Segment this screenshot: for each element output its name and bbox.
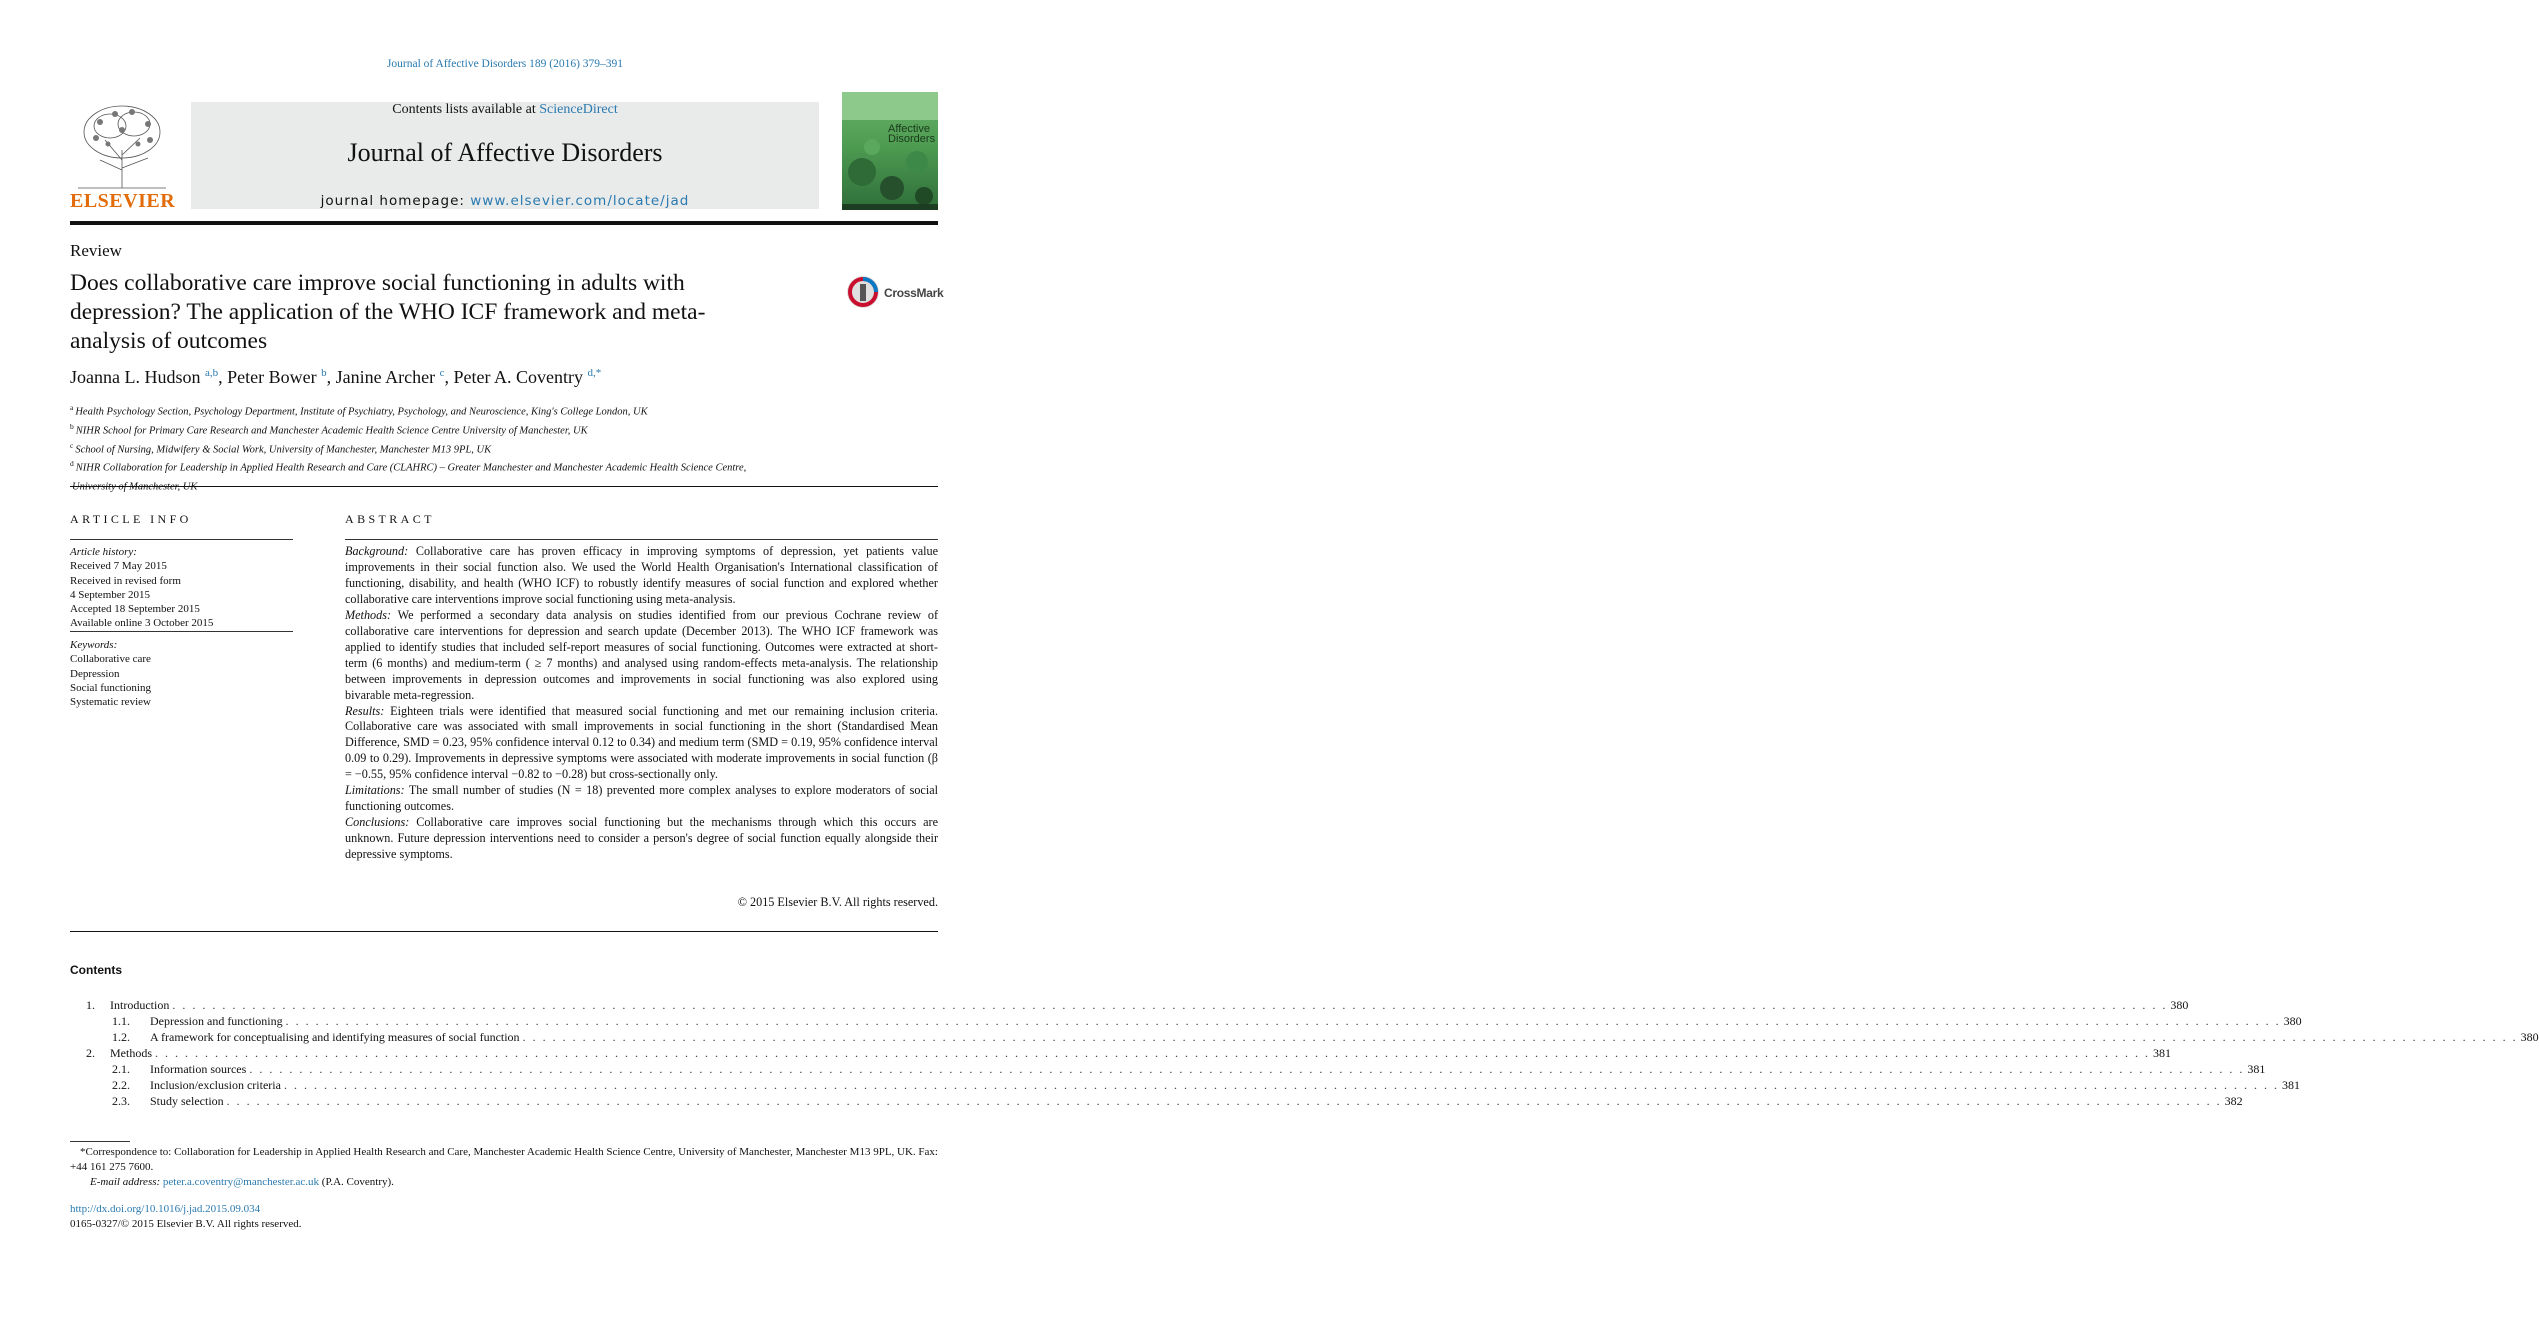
correspondence-body: Correspondence to: Collaboration for Leadership in Applied Health Research and Care, Manchester Academic Health Science Centre, University of Manchester, Manchester M13 9PL, UK. Fax: +44 161 275 7600. (70, 1146, 938, 1173)
correspondence-text (70, 1145, 938, 1175)
affiliations (70, 401, 860, 495)
affiliation-mark: c (70, 440, 74, 450)
affiliation-text: School of Nursing, Midwifery & Social Work, University of Manchester, Manchester M13 9PL, UK (75, 444, 492, 456)
doi-block (70, 1202, 302, 1232)
toc-entry[interactable] (150, 1094, 2243, 1110)
journal-homepage (191, 193, 819, 209)
email-link[interactable]: peter.a.coventry@manchester.ac.uk (162, 1176, 320, 1188)
toc-leader-dots: . . . . . . . . . . . . . . . . . . . . . . . . . . . . . . . . . . . . . . . . . . . . . . . . . . . . . . . . . . . . . . . . . . . . . . . . . . . . . . . . . . . . . . . . . . . . . . . . . . . . . . . . . . . . . . . . . . . . . . . . . . . . . . . . . . . . . . . . . . . . . . . . . . . . . . . . . . . . . . . . . . . . . . . . . . . . . . . . . . . . . . . . . . . . . . . . . . . . . . . . (249, 1062, 2245, 1076)
toc-entry[interactable] (150, 1062, 2266, 1078)
abstract-section-text: Collaborative care has proven efficacy in improving symptoms of depression, yet patients value improvements in their social function also. We used the World Health Organisation's International classification of functioning, disability, and health (WHO ICF) to robustly identify measures of social function and explored whether collaborative care interventions improve social functioning using meta-analysis. (345, 544, 939, 606)
author-affiliation-mark[interactable]: d,* (587, 367, 602, 379)
cover-title: Affective Disorders (888, 123, 936, 145)
toc-number: 1.2. (112, 1030, 130, 1044)
toc-title[interactable]: Study selection (150, 1094, 224, 1108)
toc-page-number: 380 (2283, 1014, 2302, 1028)
history-label: Article history: (70, 546, 137, 558)
history-item: Received 7 May 2015 (70, 560, 167, 573)
toc-number: 2.2. (112, 1078, 130, 1092)
abstract-section-text: Eighteen trials were identified that measured social functioning and met our remaining inclusion criteria. Collaborative care was associated with small improvements in social functioning in the short (Standardised Mean Difference, SMD = 0.23, 95% confidence interval 0.12 to 0.34) and medium term (SMD = 0.19, 95% confidence interval 0.09 to 0.29). Improvements in depressive symptoms were associated with moderate improvements in social function (β = −0.55, 95% confidence interval −0.82 to −0.28) but cross-sectionally only. (345, 703, 939, 782)
keyword-item: Systematic review (70, 696, 151, 709)
toc-leader-dots: . . . . . . . . . . . . . . . . . . . . . . . . . . . . . . . . . . . . . . . . . . . . . . . . . . . . . . . . . . . . . . . . . . . . . . . . . . . . . . . . . . . . . . . . . . . . . . . . . . . . . . . . . . . . . . . . . . . . . . . . . . . . . . . . . . . . . . . . . . . . . . . . . . . . . . . . . . . . . . . . . . . . . . . . . . . . . . . . . . . . . . . . . . . . . . . . . . . . . . . . (285, 1014, 2281, 1028)
email-label: E-mail address: (90, 1176, 161, 1188)
toc-leader-dots: . . . . . . . . . . . . . . . . . . . . . . . . . . . . . . . . . . . . . . . . . . . . . . . . . . . . . . . . . . . . . . . . . . . . . . . . . . . . . . . . . . . . . . . . . . . . . . . . . . . . . . . . . . . . . . . . . . . . . . . . . . . . . . . . . . . . . . . . . . . . . . . . . . . . . . . . . . . . . . . . . . . . . . . . . . . . . . . . . . . . . . . . . . . . . . . . . . . . . . . . (522, 1030, 2518, 1044)
journal-title: Journal of Affective Disorders (347, 138, 663, 167)
author-name[interactable]: Peter A. Coventry (453, 367, 583, 387)
abstract-section-text: Collaborative care improves social functioning but the mechanisms through which this occurs are unknown. Future depression interventions need to consider a person's degree of social function equally alongside their depressive symptoms. (345, 815, 938, 862)
affiliation-mark: b (70, 421, 74, 431)
crossmark-label: CrossMark (884, 286, 944, 300)
toc-number: 2. (86, 1046, 95, 1060)
toc-number: 2.3. (112, 1094, 130, 1108)
abstract-rule (345, 539, 938, 540)
article-history (70, 545, 293, 631)
abstract-section-label: Results: (345, 703, 385, 718)
contents-heading: Contents (70, 963, 122, 977)
cover-art-icon (842, 92, 938, 210)
author-separator: , (444, 367, 454, 387)
toc-leader-dots: . . . . . . . . . . . . . . . . . . . . . . . . . . . . . . . . . . . . . . . . . . . . . . . . . . . . . . . . . . . . . . . . . . . . . . . . . . . . . . . . . . . . . . . . . . . . . . . . . . . . . . . . . . . . . . . . . . . . . . . . . . . . . . . . . . . . . . . . . . . . . . . . . . . . . . . . . . . . . . . . . . . . . . . . . . . . . . . . . . . . . . . . . . . . . . . . . . . . . . . . (155, 1046, 2150, 1060)
abstract-section (345, 544, 938, 608)
abstract-body (345, 544, 938, 863)
keyword-item: Social functioning (70, 681, 151, 694)
issn-line: 0165-0327/© 2015 Elsevier B.V. All rights reserved. (70, 1218, 302, 1230)
affiliation-mark: a (70, 403, 74, 412)
toc-entry[interactable] (110, 1046, 2171, 1062)
author-name[interactable]: Janine Archer (335, 367, 436, 387)
toc-page-number: 381 (2153, 1046, 2171, 1060)
keywords-label: Keywords: (70, 639, 118, 651)
abstract-heading: ABSTRACT (345, 512, 435, 526)
author-name[interactable]: Peter Bower (227, 367, 317, 387)
toc-title[interactable]: Depression and functioning (150, 1014, 283, 1028)
contents-available-line (191, 102, 819, 118)
journal-cover-image (842, 92, 938, 210)
abstract-section-label: Limitations: (345, 783, 405, 798)
toc-title[interactable]: A framework for conceptualising and identifying measures of social function (150, 1030, 520, 1044)
header-rule (70, 221, 938, 225)
elsevier-wordmark: ELSEVIER (70, 190, 176, 212)
elsevier-tree-icon (70, 100, 175, 190)
abstract-section-text: We performed a secondary data analysis on studies identified from our previous Cochrane review of collaborative care interventions for depression and search update (December 2013). The WHO ICF framework was applied to identify studies that included self-report measures of social functioning. Outcomes were extracted at short-term (6 months) and medium-term ( ≥ 7 months) and analysed using random-effects meta-analysis. The relationship between improvements in depression outcomes and improvements in social functioning was also explored using bivarable meta-regression. (345, 607, 938, 702)
toc-entry[interactable] (110, 998, 2189, 1014)
toc-entry[interactable] (150, 1030, 2539, 1046)
abstract-section (345, 608, 938, 704)
article-info-rule-top (70, 539, 293, 540)
author-affiliation-mark[interactable]: b (321, 367, 327, 379)
author-separator: , (326, 367, 336, 387)
paper-title: Does collaborative care improve social functioning in adults with depression? The application of the WHO ICF framework and meta-analysis of outcomes (70, 270, 706, 354)
toc-title[interactable]: Information sources (150, 1062, 247, 1076)
title-rule (70, 486, 938, 487)
toc-title[interactable]: Inclusion/exclusion criteria (150, 1078, 281, 1092)
sciencedirect-link[interactable]: ScienceDirect (539, 102, 618, 117)
affiliation-row (70, 457, 860, 476)
correspondence-footnote (70, 1145, 938, 1190)
author-list (70, 367, 601, 388)
author-affiliation-mark[interactable]: c (439, 367, 445, 379)
affiliation-text: Health Psychology Section, Psychology Department, Institute of Psychiatry, Psychology, and Neuroscience, King's College London, UK (75, 406, 648, 418)
abstract-section-text: The small number of studies (N = 18) prevented more complex analyses to explore moderators of social functioning outcomes. (345, 783, 939, 814)
toc-number: 1.1. (112, 1014, 130, 1028)
article-info-rule-mid (70, 631, 293, 632)
keyword-item: Depression (70, 667, 120, 680)
abstract-section-label: Methods: (345, 607, 392, 622)
toc-number: 2.1. (112, 1062, 130, 1076)
doi-link[interactable]: http://dx.doi.org/10.1016/j.jad.2015.09.034 (70, 1203, 261, 1215)
abstract-section-label: Background: (345, 544, 409, 558)
toc-leader-dots: . . . . . . . . . . . . . . . . . . . . . . . . . . . . . . . . . . . . . . . . . . . . . . . . . . . . . . . . . . . . . . . . . . . . . . . . . . . . . . . . . . . . . . . . . . . . . . . . . . . . . . . . . . . . . . . . . . . . . . . . . . . . . . . . . . . . . . . . . . . . . . . . . . . . . . . . . . . . . . . . . . . . . . . . . . . . . . . . . . . . . . . . . . . . . . . . . . . . . . . . (226, 1094, 2222, 1108)
article-type: Review (70, 241, 122, 260)
affiliation-mark: d (70, 459, 74, 469)
affiliation-row (70, 439, 860, 458)
toc-entry[interactable] (150, 1014, 2302, 1030)
abstract-section (345, 783, 938, 815)
keywords (70, 638, 293, 709)
footnote-marker: * (80, 1146, 86, 1158)
keywords-list (70, 652, 293, 709)
homepage-link[interactable]: www.elsevier.com/locate/jad (470, 193, 690, 209)
history-item: 4 September 2015 (70, 588, 151, 601)
email-line (70, 1175, 938, 1190)
history-item: Received in revised form (70, 574, 181, 587)
abstract-section (345, 815, 938, 863)
contents-prefix: Contents lists available at (392, 102, 540, 117)
abstract-section-label: Conclusions: (345, 815, 410, 830)
article-info-heading: ARTICLE INFO (70, 512, 192, 526)
footnote-rule (70, 1141, 130, 1142)
crossmark-badge[interactable] (846, 275, 944, 311)
author-affiliation-mark[interactable]: a,b (204, 367, 219, 379)
author-name[interactable]: Joanna L. Hudson (70, 367, 201, 387)
author-separator: , (218, 367, 228, 387)
toc-title[interactable]: Introduction (110, 998, 170, 1012)
crossmark-icon (846, 275, 880, 309)
abstract-end-rule (70, 931, 938, 932)
keyword-item: Collaborative care (70, 653, 151, 666)
abstract-copyright: © 2015 Elsevier B.V. All rights reserved. (737, 895, 938, 909)
toc-leader-dots: . . . . . . . . . . . . . . . . . . . . . . . . . . . . . . . . . . . . . . . . . . . . . . . . . . . . . . . . . . . . . . . . . . . . . . . . . . . . . . . . . . . . . . . . . . . . . . . . . . . . . . . . . . . . . . . . . . . . . . . . . . . . . . . . . . . . . . . . . . . . . . . . . . . . . . . . . . . . . . . . . . . . . . . . . . . . . . . . . . . . . . . . . . . . . . . . . . . . . . . . (283, 1078, 2279, 1092)
affiliation-row (70, 420, 860, 439)
abstract-section (345, 704, 938, 784)
toc-number: 1. (86, 998, 95, 1012)
toc-title[interactable]: Methods (110, 1046, 152, 1060)
toc-leader-dots: . . . . . . . . . . . . . . . . . . . . . . . . . . . . . . . . . . . . . . . . . . . . . . . . . . . . . . . . . . . . . . . . . . . . . . . . . . . . . . . . . . . . . . . . . . . . . . . . . . . . . . . . . . . . . . . . . . . . . . . . . . . . . . . . . . . . . . . . . . . . . . . . . . . . . . . . . . . . . . . . . . . . . . . . . . . . . . . . . . . . . . . . . . . . . . . . . . . . . . . . (172, 998, 2168, 1012)
toc-entry[interactable] (150, 1078, 2300, 1094)
affiliation-text: NIHR School for Primary Care Research and Manchester Academic Health Science Centre University of Manchester, UK (75, 425, 588, 437)
email-suffix: (P.A. Coventry). (319, 1176, 394, 1188)
journal-citation[interactable]: Journal of Affective Disorders 189 (2016) 379–391 (386, 58, 624, 70)
history-item: Available online 3 October 2015 (70, 617, 214, 630)
history-list (70, 559, 293, 630)
history-item: Accepted 18 September 2015 (70, 603, 200, 616)
toc-page-number: 381 (2247, 1062, 2266, 1076)
toc-page-number: 380 (2170, 998, 2189, 1012)
affiliation-text: NIHR Collaboration for Leadership in Applied Health Research and Care (CLAHRC) – Greater Manchester and Manchester Academic Health Science Centre, (75, 462, 747, 474)
homepage-prefix: journal homepage: (320, 193, 471, 209)
toc-page-number: 380 (2520, 1030, 2539, 1044)
toc-page-number: 382 (2224, 1094, 2243, 1108)
affiliation-row (70, 401, 860, 420)
toc-page-number: 381 (2281, 1078, 2300, 1092)
